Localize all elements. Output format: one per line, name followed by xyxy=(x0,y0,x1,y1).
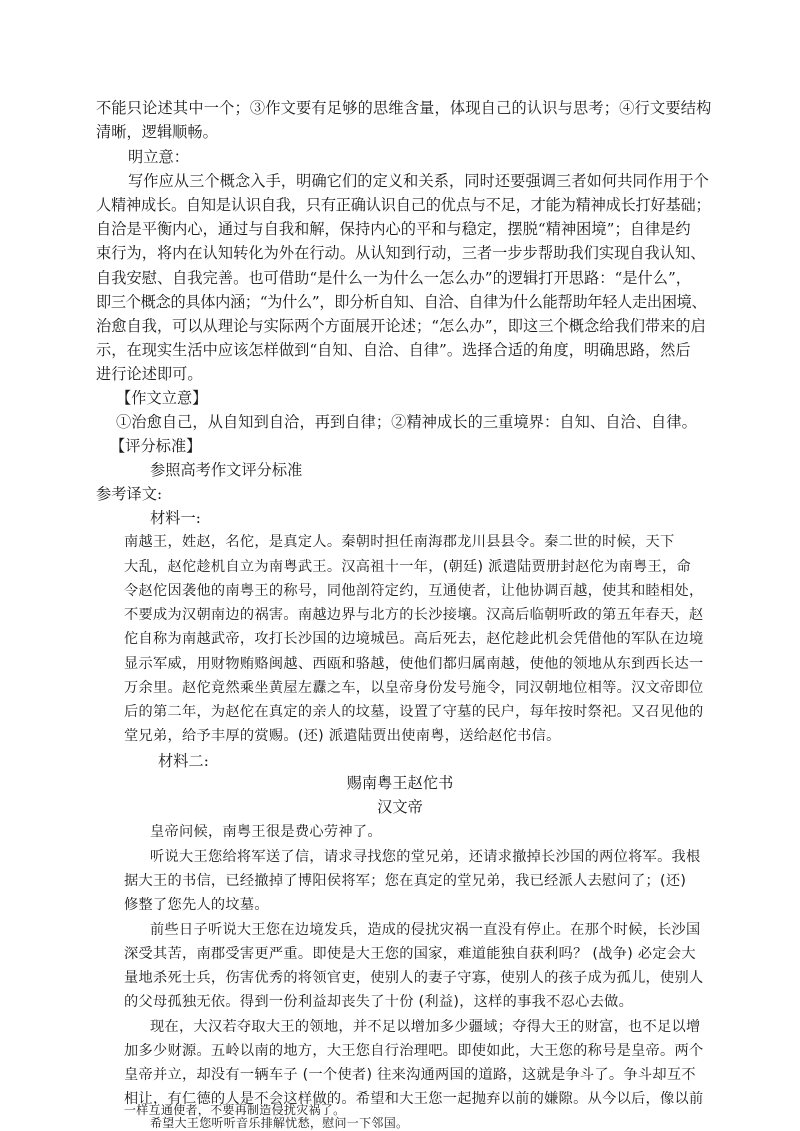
analysis-line: 即三个概念的具体内涵；“为什么”，即分析自知、自洽、自律为什么能帮助年轻人走出困境、 xyxy=(96,293,707,311)
analysis-line: 自洽是平衡内心，通过与自我和解，保持内心的平和与稳定，摆脱“精神困境”；自律是约 xyxy=(96,220,691,238)
theme-text: ①治愈自己，从自知到自洽，再到自律；②精神成长的三重境界：自知、自洽、自律。 xyxy=(116,413,697,431)
letter-line: 希望大王您听听音乐排解忧愁，慰问一下邻国。 xyxy=(150,1116,409,1130)
analysis-line: 自我安慰、自我完善。也可借助“是什么一为什么一怎么办”的逻辑打开思路：“是什么”， xyxy=(96,269,692,287)
letter-line: 量地杀死士兵，伤害优秀的将领官吏，使别人的妻子守寡，使别人的孩子成为孤儿，使别人 xyxy=(124,970,704,986)
letter-line: 一样互通使者，不要再制造侵扰灾祸了。 xyxy=(124,1103,346,1117)
material-1-line: 令赵佗因袭他的南粤王的称号，同他剖符定约，互通使者，让他协调百越，使其和睦相处， xyxy=(124,583,704,599)
material-1-line: 大乱，赵佗趁机自立为南粤武王。汉高祖十一年，(朝廷) 派遣陆贾册封赵佗为南粤王，命 xyxy=(124,559,692,575)
letter-title: 赐南粤王赵佗书 xyxy=(346,774,454,792)
material-1-line: 万余里。赵佗竟然乘坐黄屋左纛之车，以皇帝身份发号施令，同汉朝地位相等。汉文帝即位 xyxy=(124,680,704,696)
grading-heading: 【评分标准】 xyxy=(110,437,202,455)
analysis-line: 不能只论述其中一个；③作文要有足够的思维含量，体现自己的认识与思考；④行文要结构 xyxy=(96,99,712,117)
letter-line: 皇帝问候，南粤王很是费心劳神了。 xyxy=(150,824,382,840)
material-2-label: 材料二: xyxy=(158,752,209,770)
letter-line: 的父母孤独无依。得到一份利益却丧失了十份 (利益)，这样的事我不忍心去做。 xyxy=(124,994,634,1010)
material-1-line: 显示军威，用财物贿赂闽越、西瓯和骆越，使他们都归属南越，使他的领地从东到西长达一 xyxy=(124,656,704,672)
material-1-line: 不要成为汉朝南边的祸害。南越边界与北方的长沙接壤。汉高后临朝听政的第五年春天，赵 xyxy=(124,607,704,623)
letter-line: 深受其苦，南郡受害更严重。即使是大王您的国家，难道能独自获利吗？ (战争) 必定会大 xyxy=(124,946,696,962)
material-1-line: 南越王，姓赵，名佗，是真定人。秦朝时担任南海郡龙川县县令。秦二世的时候，天下 xyxy=(124,534,675,550)
letter-line: 加多少财源。五岭以南的地方，大王您自行治理吧。即使如此，大王您的称号是皇帝。两个 xyxy=(124,1043,704,1059)
material-1-label: 材料一: xyxy=(150,509,201,527)
letter-line: 据大王的书信，已经撤掉了博阳侯将军；您在真定的堂兄弟，我已经派人去慰问了；(还) xyxy=(124,873,687,889)
grading-text: 参照高考作文评分标准 xyxy=(150,461,303,479)
translation-heading: 参考译文: xyxy=(96,485,163,503)
material-1-line: 后的第二年，为赵佗在真定的亲人的坟墓，设置了守墓的民户，每年按时祭祀。又召见他的 xyxy=(124,704,704,720)
analysis-line: 人精神成长。自知是认识自我，只有正确认识自己的优点与不足，才能为精神成长打好基础； xyxy=(96,196,711,214)
letter-line: 修整了您先人的坟墓。 xyxy=(124,897,269,913)
analysis-line: 束行为，将内在认知转化为外在行动。从认知到行动，三者一步步帮助我们实现自我认知、 xyxy=(96,244,706,262)
theme-heading: 【作文立意】 xyxy=(116,389,208,407)
analysis-line: 清晰，逻辑顺畅。 xyxy=(96,123,218,141)
letter-author: 汉文帝 xyxy=(377,798,423,816)
analysis-line: 治愈自我，可以从理论与实际两个方面展开论述；“怎么办”，即这三个概念给我们带来的启 xyxy=(96,317,706,335)
letter-line: 现在，大汉若夺取大王的领地，并不足以增加多少疆域；夺得大王的财富，也不足以增 xyxy=(150,1019,701,1035)
section-heading: 明立意： xyxy=(128,148,189,166)
analysis-line: 示，在现实生活中应该怎样做到“自知、自洽、自律”。选择合适的角度，明确思路，然后 xyxy=(96,341,691,359)
letter-line: 前些日子听说大王您在边境发兵，造成的侵扰灾祸一直没有停止。在那个时候，长沙国 xyxy=(150,922,701,938)
analysis-line: 进行论述即可。 xyxy=(96,365,203,383)
material-1-line: 佗自称为南越武帝，攻打长沙国的边境城邑。高后死去，赵佗趁此机会凭借他的军队在边境 xyxy=(124,631,704,647)
letter-line: 听说大王您给将军送了信，请求寻找您的堂兄弟，还请求撤掉长沙国的两位将军。我根 xyxy=(150,849,701,865)
letter-line: 皇帝并立，却没有一辆车子 (一个使者) 往来沟通两国的道路，这就是争斗了。争斗却互不 xyxy=(124,1067,696,1083)
material-1-line: 堂兄弟，给予丰厚的赏赐。(还) 派遣陆贾出使南粤，送给赵佗书信。 xyxy=(124,728,561,744)
letter-line: 相让，有仁德的人是不会这样做的。希望和大王您一起抛弃以前的嫌隙。从今以后，像以前 xyxy=(124,1091,704,1107)
analysis-line: 写作应从三个概念入手，明确它们的定义和关系，同时还要强调三者如何共同作用于个 xyxy=(128,172,709,190)
